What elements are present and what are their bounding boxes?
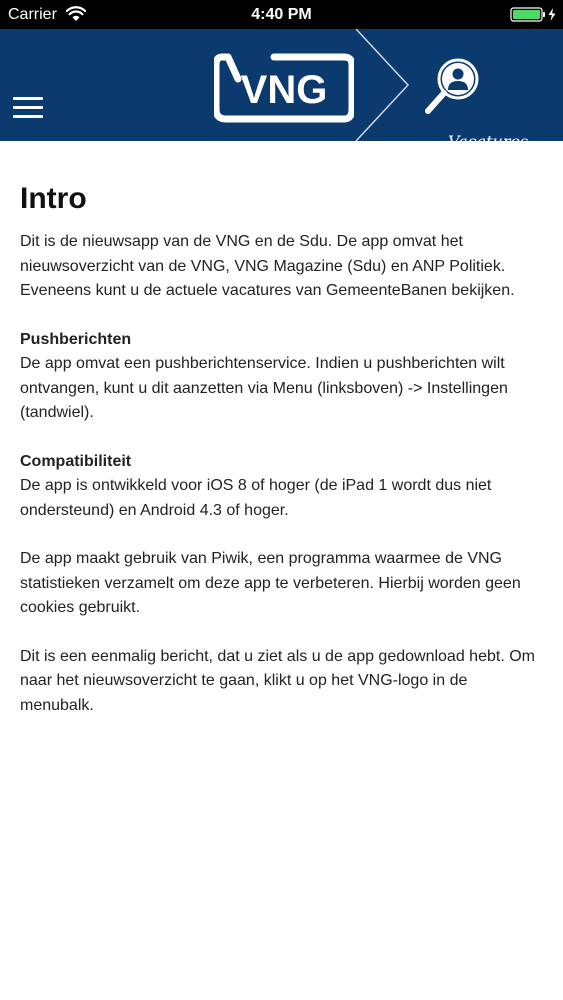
compat-text: De app is ontwikkeld voor iOS 8 of hoger (de iPad 1 wordt dus niet ondersteund) en Android 4.3 of hoger. xyxy=(20,477,492,519)
nav-divider-chevron xyxy=(354,29,414,141)
nav-bar xyxy=(0,29,563,151)
push-section xyxy=(20,328,545,426)
menu-button[interactable] xyxy=(10,93,46,123)
battery-charging-icon xyxy=(510,7,558,22)
compat-section xyxy=(20,450,545,524)
oneoff-paragraph: Dit is een eenmalig bericht, dat u ziet als u de app gedownload hebt. Om naar het nieuwsoverzicht te gaan, klikt u op het VNG-logo in de menubalk. xyxy=(20,647,535,714)
status-bar xyxy=(0,0,563,29)
vng-logo[interactable] xyxy=(214,49,354,125)
menu-bar-line xyxy=(13,106,43,109)
status-time: 4:40 PM xyxy=(251,6,312,23)
menu-bar-line xyxy=(13,97,43,100)
push-text: De app omvat een pushberichtenservice. Indien u pushberichten wilt ontvangen, kunt u dit aanzetten via Menu (linksboven) -> Instellingen (tandwiel). xyxy=(20,355,508,421)
vacatures-button[interactable] xyxy=(422,57,542,151)
carrier-label: Carrier xyxy=(8,6,57,23)
intro-content xyxy=(20,170,545,742)
menu-bar-line xyxy=(13,115,43,118)
intro-paragraph: Dit is de nieuwsapp van de VNG en de Sdu. De app omvat het nieuwsoverzicht van de VNG, VNG Magazine (Sdu) en ANP Politiek. Eveneens kunt u de actuele vacatures van GemeenteBanen bekijken. xyxy=(20,233,515,299)
push-heading: Pushberichten xyxy=(20,330,132,348)
page-title: Intro xyxy=(20,182,87,215)
vacatures-label: Vacatures xyxy=(448,132,529,151)
piwik-paragraph: De app maakt gebruik van Piwik, een programma waarmee de VNG statistieken verzamelt om deze app te verbeteren. Hierbij worden geen cookies gebruikt. xyxy=(20,550,521,616)
compat-heading: Compatibiliteit xyxy=(20,452,132,470)
magnifier-person-icon xyxy=(422,57,486,117)
logo-text: VNG xyxy=(240,68,328,112)
